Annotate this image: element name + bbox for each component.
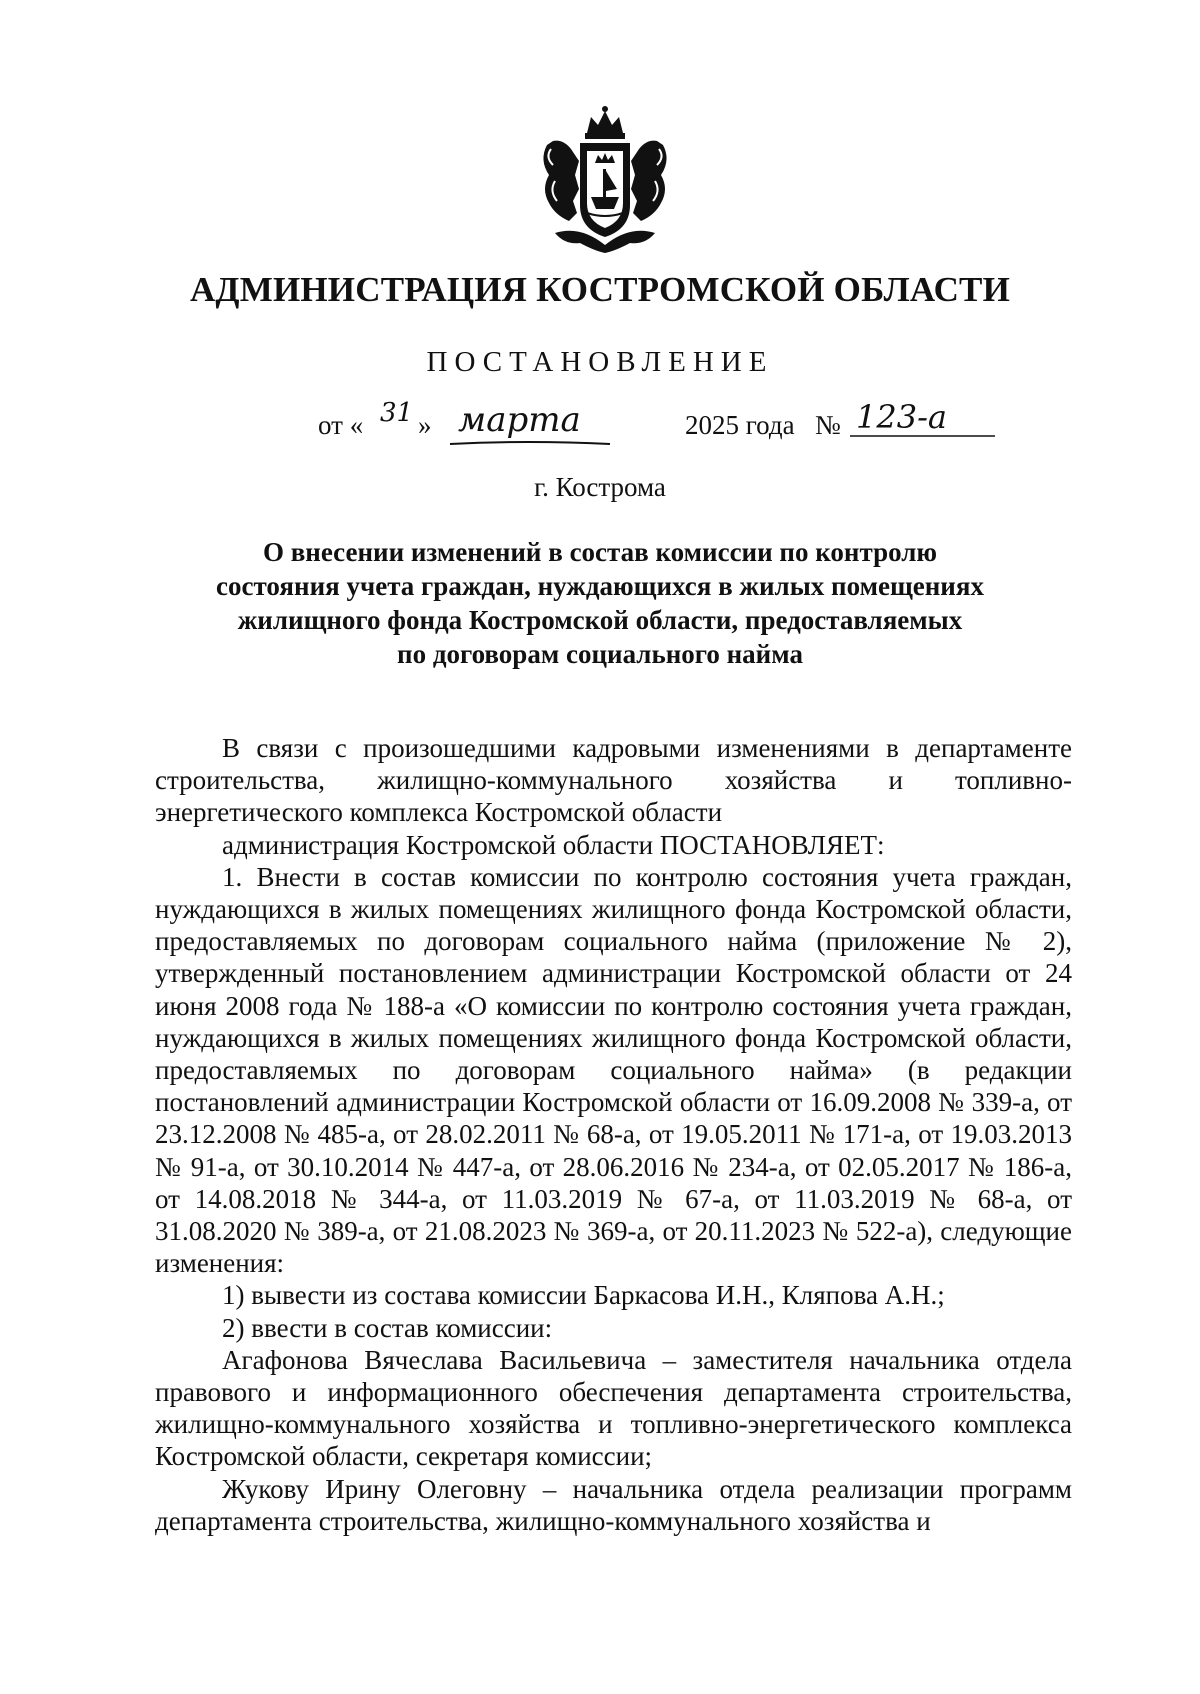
date-prefix: от « xyxy=(318,410,364,440)
document-type: ПОСТАНОВЛЕНИЕ xyxy=(426,346,774,378)
document-number-handwritten: 123-а xyxy=(856,398,947,436)
list-item: 1) вывести из состава комиссии Баркасова И.Н., Кляпова А.Н.; xyxy=(222,1280,945,1311)
list-item: 2) ввести в состав комиссии: xyxy=(222,1312,553,1343)
date-day-handwritten: 31 xyxy=(380,398,414,428)
body-paragraph: 1. Внести в состав комиссии по контролю состояния учета граждан, нуждающихся в жилых помещениях жилищного фонда Костромской области, предоставляемых по договорам социального найма (приложение № 2), утвержденный постановлением администрации Костромской области от 24 июня 2008 года № 188-а «О комиссии по контролю состояния учета граждан, нуждающихся в жилых помещениях жилищного фонда Костромской области, предоставляемых по договорам социального найма» (в редакции постановлений администрации Костромской области от 16.09.2008 № 339-а, от 23.12.2008 № 485-а, от 28.02.2011 № 68-а, от 19.05.2011 № 171-а, от 19.03.2013 № 91-а, от 30.10.2014 № 447-а, от 28.06.2016 № 234-а, от 02.05.2017 № 186-а, от 14.08.2018 № 344-а, от 11.03.2019 № 67-а, от 11.03.2019 № 68-а, от 31.08.2020 № 389-а, от 21.08.2023 № 369-а, от 20.11.2023 № 522-а), следующие изменения: xyxy=(155,861,1072,1279)
subject-line: по договорам социального найма xyxy=(397,639,803,669)
date-number-line xyxy=(318,398,1078,460)
body-paragraph: В связи с произошедшими кадровыми изменениями в департаменте строительства, жилищно-коммунального хозяйства и топливно-энергетического комплекса Костромской области xyxy=(155,733,1072,828)
body-paragraph: администрация Костромской области ПОСТАНОВЛЯЕТ: xyxy=(222,829,885,860)
date-year: 2025 года xyxy=(685,410,795,440)
month-underline xyxy=(448,440,613,448)
body-paragraph: Агафонова Вячеслава Васильевича – заместителя начальника отдела правового и информационного обеспечения департамента строительства, жилищно-коммунального хозяйства и топливно-энергетического комплекса Костромской области, секретаря комиссии; xyxy=(155,1344,1072,1472)
city: г. Кострома xyxy=(534,472,666,502)
number-underline xyxy=(848,432,998,440)
organization-title: АДМИНИСТРАЦИЯ КОСТРОМСКОЙ ОБЛАСТИ xyxy=(189,270,1011,309)
number-sign: № xyxy=(815,410,841,440)
document-subject xyxy=(150,535,1050,671)
date-month-handwritten: марта xyxy=(458,400,581,440)
date-quote-close: » xyxy=(418,410,432,440)
body-paragraph: Жукову Ирину Олеговну – начальника отдела реализации программ департамента строительства, жилищно-коммунального хозяйства и xyxy=(155,1473,1072,1536)
kostroma-coat-of-arms-icon xyxy=(535,105,675,255)
subject-line: О внесении изменений в состав комиссии по контролю xyxy=(262,537,938,567)
subject-line: состояния учета граждан, нуждающихся в жилых помещениях xyxy=(216,571,984,601)
document-body xyxy=(155,732,1072,1537)
subject-line: жилищного фонда Костромской области, предоставляемых xyxy=(237,605,963,635)
